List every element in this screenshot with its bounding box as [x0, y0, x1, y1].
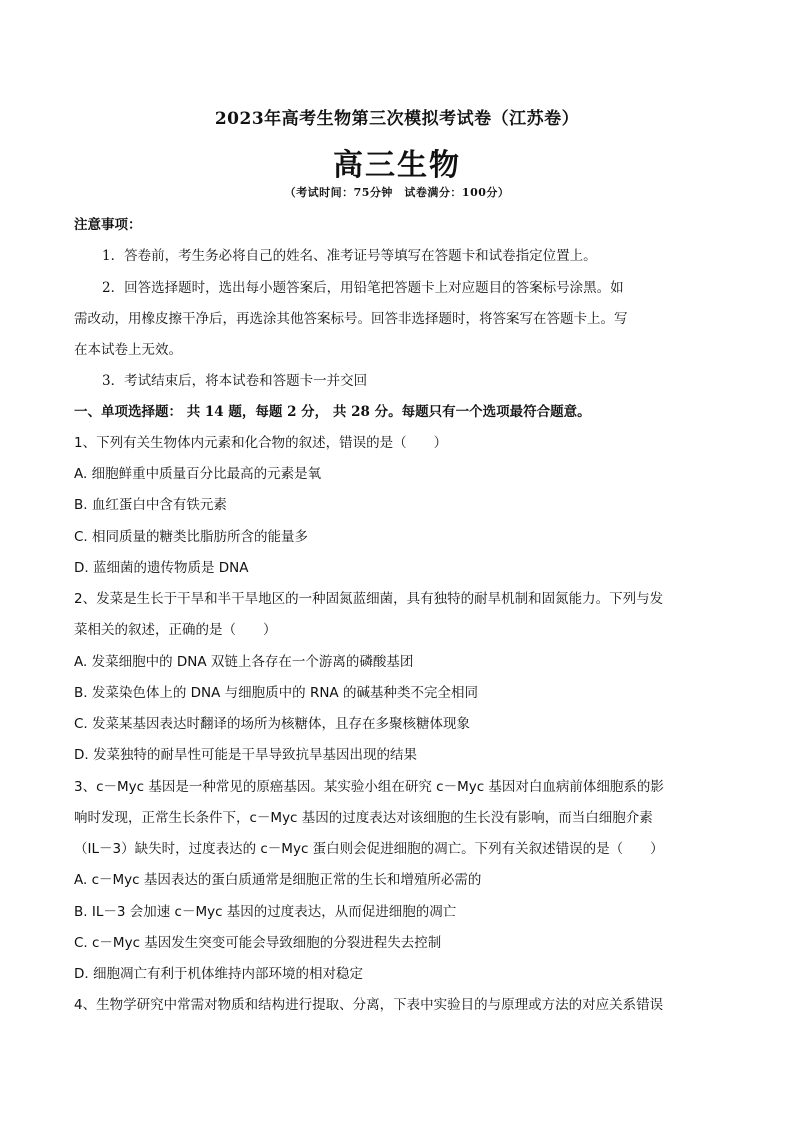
- question-3-stem-line-2: 响时发现，正常生长条件下，c－Myc 基因的过度表达对该细胞的生长没有影响，而当白细胞介素: [74, 810, 653, 826]
- subject-title: 高三生物: [333, 148, 461, 183]
- note-item-2-line-1: 2．回答选择题时，选出每小题答案后，用铅笔把答题卡上对应题目的答案标号涂黑。如: [102, 280, 624, 296]
- question-2-option-b: B. 发菜染色体上的 DNA 与细胞质中的 RNA 的碱基种类不完全相同: [74, 685, 478, 701]
- notes-heading: 注意事项：: [74, 217, 142, 233]
- question-2-option-a: A. 发菜细胞中的 DNA 双链上各存在一个游离的磷酸基团: [74, 654, 414, 670]
- question-3-option-d: D. 细胞凋亡有利于机体维持内部环境的相对稳定: [74, 966, 363, 982]
- question-3-option-a: A. c－Myc 基因表达的蛋白质通常是细胞正常的生长和增殖所必需的: [74, 872, 482, 888]
- question-1-option-a: A. 细胞鲜重中质量百分比最高的元素是氧: [74, 466, 322, 482]
- question-2-option-d: D. 发菜独特的耐旱性可能是干旱导致抗旱基因出现的结果: [74, 747, 417, 763]
- question-2-stem-line-1: 2、发菜是生长于干旱和半干旱地区的一种固氮蓝细菌，具有独特的耐旱机制和固氮能力。下列与发: [74, 591, 664, 607]
- question-3-option-b: B. IL－3 会加速 c－Myc 基因的过度表达，从而促进细胞的凋亡: [74, 904, 457, 920]
- note-item-3: 3．考试结束后，将本试卷和答题卡一并交回: [102, 373, 368, 389]
- question-3-option-c: C. c－Myc 基因发生突变可能会导致细胞的分裂进程失去控制: [74, 935, 442, 951]
- note-item-2-line-2: 需改动，用橡皮擦干净后，再选涂其他答案标号。回答非选择题时，将答案写在答题卡上。写: [74, 311, 628, 327]
- section-heading: 一、单项选择题： 共 14 题，每题 2 分， 共 28 分。每题只有一个选项最符合题意。: [74, 404, 591, 420]
- question-1-option-c: C. 相同质量的糖类比脂肪所含的能量多: [74, 529, 309, 545]
- question-4-stem-line-1: 4、生物学研究中常需对物质和结构进行提取、分离，下表中实验目的与原理或方法的对应关系错误: [74, 997, 664, 1013]
- question-1-option-b: B. 血红蛋白中含有铁元素: [74, 497, 227, 513]
- question-2-stem-line-2: 菜相关的叙述，正确的是（ ）: [74, 622, 277, 638]
- note-item-1: 1．答卷前，考生务必将自己的姓名、准考证号等填写在答题卡和试卷指定位置上。: [102, 248, 597, 264]
- note-item-2-line-3: 在本试卷上无效。: [74, 342, 182, 358]
- question-1-option-d: D. 蓝细菌的遗传物质是 DNA: [74, 560, 249, 576]
- question-2-option-c: C. 发菜某基因表达时翻译的场所为核糖体，且存在多聚核糖体现象: [74, 716, 471, 732]
- exam-info: （考试时间：75分钟 试卷满分：100分）: [284, 186, 510, 199]
- question-1-stem: 1、下列有关生物体内元素和化合物的叙述，错误的是（ ）: [74, 435, 448, 451]
- exam-title: 2023年高考生物第三次模拟考试卷（江苏卷）: [214, 109, 580, 129]
- question-3-stem-line-1: 3、c－Myc 基因是一种常见的原癌基因。某实验小组在研究 c－Myc 基因对白血病前体细胞系的影: [74, 779, 664, 795]
- question-3-stem-line-3: （IL－3）缺失时，过度表达的 c－Myc 蛋白则会促进细胞的凋亡。下列有关叙述错误的是（ ）: [74, 841, 664, 857]
